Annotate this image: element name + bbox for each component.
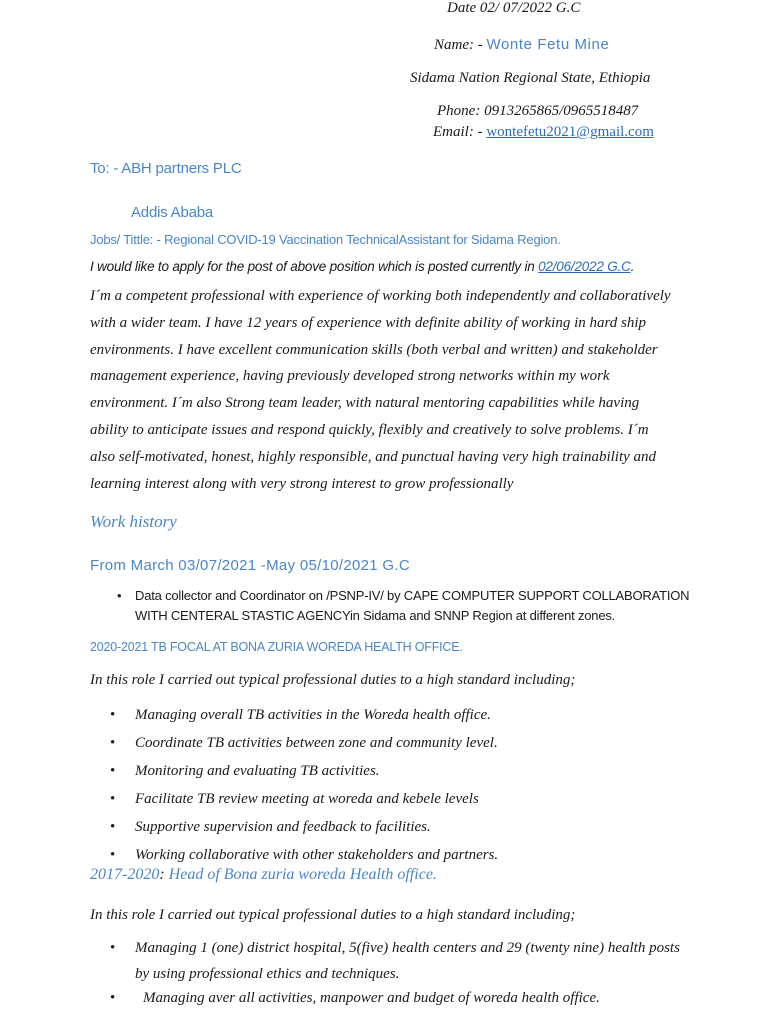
- name-prefix: Name: -: [434, 37, 487, 53]
- list-item-text: Managing overall TB activities in the Woreda health office.: [135, 707, 491, 723]
- sender-phone: Phone: 0913265865/0965518487: [437, 103, 639, 119]
- job-title: Jobs/ Tittle: - Regional COVID-19 Vaccination TechnicalAssistant for Sidama Region.: [90, 232, 561, 247]
- period1-bullet-line: Data collector and Coordinator on /PSNP-IV/ by CAPE COMPUTER SUPPORT COLLABORATION: [135, 588, 690, 603]
- role3-intro: In this role I carried out typical professional duties to a high standard including;: [90, 907, 576, 923]
- sender-name: [434, 36, 609, 54]
- period1-heading: From March 03/07/2021 -May 05/10/2021 G.C: [90, 557, 410, 574]
- body-line: environments. I have excellent communication skills (both verbal and written) and stakeholder: [90, 341, 658, 358]
- cover-letter-body: [90, 283, 690, 497]
- role2-heading: 2020-2021 TB FOCAL AT BONA ZURIA WOREDA HEALTH OFFICE.: [90, 640, 463, 654]
- role3-sep: :: [159, 866, 169, 883]
- period1-bullet: [117, 586, 689, 626]
- bullet-glyph: •: [110, 707, 116, 723]
- role3-bullet-1-line: Managing 1 (one) district hospital, 5(five) health centers and 29 (twenty nine) health posts: [135, 940, 680, 956]
- role3-years: 2017-2020: [90, 866, 160, 883]
- email-link[interactable]: wontefetu2021@gmail.com: [486, 124, 654, 140]
- email-prefix: Email: -: [433, 124, 487, 140]
- list-item: [110, 785, 498, 813]
- name-value: Wonte Fetu Mine: [486, 36, 610, 53]
- sender-region: Sidama Nation Regional State, Ethiopia: [410, 70, 651, 86]
- list-item-text: Working collaborative with other stakeholders and partners.: [135, 847, 499, 863]
- work-history-heading: Work history: [90, 512, 177, 531]
- letter-date: Date 02/ 07/2022 G.C: [447, 0, 581, 16]
- role3-bullet-1-line: by using professional ethics and techniques.: [135, 966, 400, 982]
- bullet-glyph: •: [110, 735, 116, 751]
- body-line: with a wider team. I have 12 years of experience with definite ability of working in hard ship: [90, 314, 647, 331]
- role3-title: Head of Bona zuria woreda Health office.: [168, 866, 437, 883]
- body-line: learning interest along with very strong interest to grow professionally: [90, 475, 514, 492]
- intro-text: I would like to apply for the post of above position which is posted currently in: [90, 259, 539, 274]
- list-item-text: Facilitate TB review meeting at woreda and kebele levels: [135, 791, 479, 807]
- bullet-glyph: •: [110, 819, 116, 835]
- posting-date-link[interactable]: 02/06/2022 G.C: [538, 259, 631, 274]
- list-item: [110, 757, 498, 785]
- list-item: [110, 701, 498, 729]
- bullet-glyph: •: [110, 847, 116, 863]
- body-line: management experience, having previously developed strong networks within my work: [90, 368, 610, 385]
- body-line: ability to anticipate issues and respond quickly, flexibly and creatively to solve problems. I´m: [90, 421, 649, 438]
- list-item-text: Coordinate TB activities between zone and community level.: [135, 735, 498, 751]
- list-item-text: Supportive supervision and feedback to facilities.: [135, 819, 431, 835]
- recipient-to: To: - ABH partners PLC: [90, 160, 242, 177]
- intro-line: [90, 259, 634, 274]
- role2-intro: In this role I carried out typical professional duties to a high standard including;: [90, 672, 576, 688]
- role2-bullet-list: [110, 701, 498, 869]
- role3-heading: [90, 866, 437, 884]
- role3-bullet-2: [110, 990, 600, 1007]
- role3-bullet-2-text: Managing aver all activities, manpower and budget of woreda health office.: [143, 990, 600, 1006]
- sender-email: [433, 124, 654, 141]
- list-item-text: Monitoring and evaluating TB activities.: [135, 763, 380, 779]
- bullet-glyph: •: [110, 990, 116, 1006]
- list-item: [110, 729, 498, 757]
- list-item: [110, 841, 498, 869]
- list-item: [110, 813, 498, 841]
- period1-bullet-line: WITH CENTERAL STASTIC AGENCYin Sidama and SNNP Region at different zones.: [135, 608, 616, 623]
- body-line: environment. I´m also Strong team leader, with natural mentoring capabilities while having: [90, 395, 640, 412]
- body-line: I´m a competent professional with experience of working both independently and collaboratively: [90, 288, 671, 304]
- bullet-glyph: •: [110, 940, 116, 956]
- intro-end: .: [630, 259, 635, 274]
- role3-bullet-1: [110, 935, 680, 987]
- bullet-glyph: •: [110, 763, 116, 779]
- bullet-glyph: •: [117, 588, 122, 603]
- body-line: also self-motivated, honest, highly responsible, and punctual having very high trainability and: [90, 448, 657, 465]
- bullet-glyph: •: [110, 791, 116, 807]
- recipient-city: Addis Ababa: [131, 204, 214, 221]
